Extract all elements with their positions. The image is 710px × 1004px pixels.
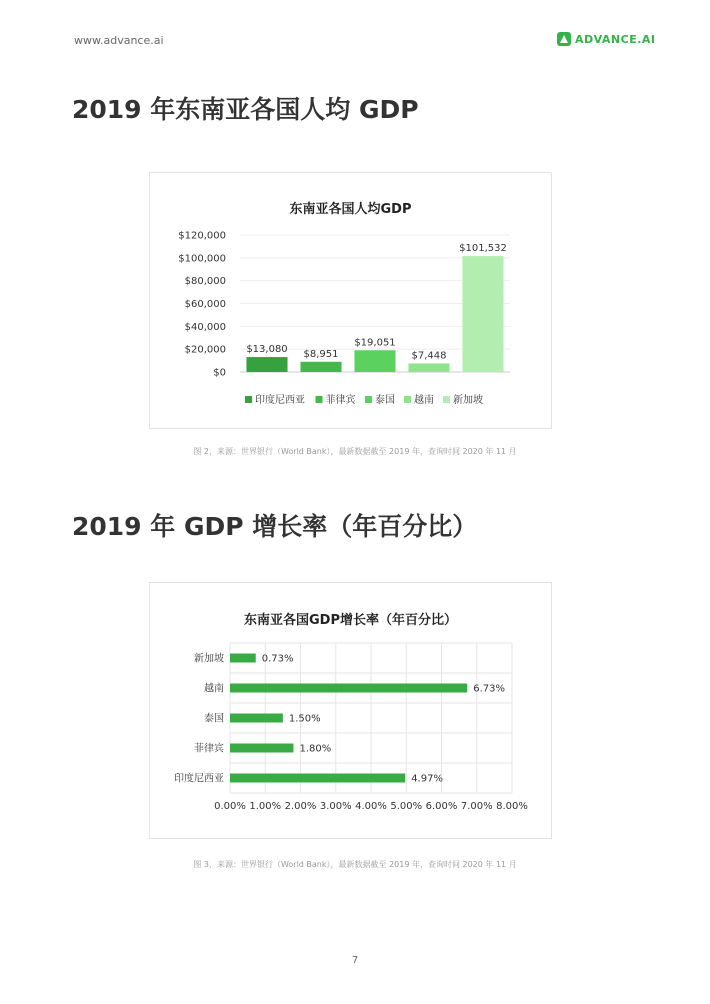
legend-entry: 新加坡 xyxy=(453,395,483,406)
figure-caption-2: 图 2，来源：世界银行（World Bank），最新数据截至 2019 年，查询时间 2020 年 11 月 xyxy=(193,447,517,456)
page-number: 7 xyxy=(351,955,359,966)
gdp-growth-chart-svg xyxy=(150,583,551,838)
figure-caption-3: 图 3，来源：世界银行（World Bank），最新数据截至 2019 年，查询时间 2020 年 11 月 xyxy=(193,860,517,869)
data-label: 1.50% xyxy=(288,713,321,725)
data-label: $7,448 xyxy=(411,350,447,362)
y-tick-label: $40,000 xyxy=(184,321,226,333)
bar xyxy=(462,256,503,372)
data-label: 0.73% xyxy=(261,653,294,665)
bar xyxy=(230,654,256,663)
chart-title: 东南亚各国人均GDP xyxy=(289,202,412,217)
x-tick-label: 6.00% xyxy=(425,801,458,812)
legend-entry: 泰国 xyxy=(375,395,395,406)
bar xyxy=(230,684,467,693)
x-tick-label: 0.00% xyxy=(214,801,246,812)
data-label: $8,951 xyxy=(303,348,339,360)
bar xyxy=(300,362,341,372)
y-tick-label: $0 xyxy=(213,367,226,379)
y-tick-label: $80,000 xyxy=(184,276,226,288)
section-title-gdp-per-capita: 2019 年东南亚各国人均 GDP xyxy=(72,95,419,124)
data-label: 6.73% xyxy=(473,683,506,695)
legend-swatch xyxy=(245,396,252,403)
bar xyxy=(230,774,405,783)
bar xyxy=(354,350,395,372)
x-tick-label: 2.00% xyxy=(284,801,317,812)
legend-entry: 印度尼西亚 xyxy=(255,395,305,406)
y-category-label: 印度尼西亚 xyxy=(174,773,224,785)
bar xyxy=(246,357,287,372)
y-tick-label: $60,000 xyxy=(184,299,226,310)
x-tick-label: 3.00% xyxy=(319,801,352,812)
legend-entry: 越南 xyxy=(414,395,434,406)
y-category-label: 新加坡 xyxy=(194,653,224,665)
x-tick-label: 4.00% xyxy=(355,801,387,812)
data-label: $13,080 xyxy=(246,344,288,356)
section-title-gdp-growth: 2019 年 GDP 增长率（年百分比） xyxy=(72,512,478,541)
gdp-per-capita-chart xyxy=(149,172,552,429)
gdp-growth-chart xyxy=(149,582,552,839)
y-tick-label: $100,000 xyxy=(178,253,226,265)
y-tick-label: $20,000 xyxy=(184,344,226,356)
logo-text: ADVANCE.AI xyxy=(575,32,656,46)
bar xyxy=(230,744,293,753)
advance-logo xyxy=(557,32,656,46)
legend-swatch xyxy=(365,396,372,403)
data-label: $19,051 xyxy=(354,337,396,349)
x-tick-label: 5.00% xyxy=(390,801,423,812)
data-label: $101,532 xyxy=(459,243,507,255)
x-tick-label: 7.00% xyxy=(460,801,493,812)
x-tick-label: 8.00% xyxy=(496,801,528,812)
data-label: 4.97% xyxy=(411,773,443,785)
y-category-label: 泰国 xyxy=(204,713,224,725)
y-tick-label: $120,000 xyxy=(178,230,226,242)
advance-logo-icon xyxy=(557,32,571,46)
gdp-per-capita-chart-svg xyxy=(150,173,551,428)
legend-swatch xyxy=(404,396,411,403)
y-category-label: 菲律宾 xyxy=(194,743,224,755)
y-category-label: 越南 xyxy=(204,683,224,695)
legend-swatch xyxy=(443,396,450,403)
bar xyxy=(408,363,449,372)
site-url[interactable]: www.advance.ai xyxy=(74,34,164,47)
data-label: 1.80% xyxy=(299,743,332,755)
x-tick-label: 1.00% xyxy=(249,801,282,812)
legend-entry: 菲律宾 xyxy=(325,395,356,406)
legend-swatch xyxy=(316,396,323,403)
bar xyxy=(230,714,283,723)
chart-title: 东南亚各国GDP增长率（年百分比） xyxy=(244,613,457,628)
